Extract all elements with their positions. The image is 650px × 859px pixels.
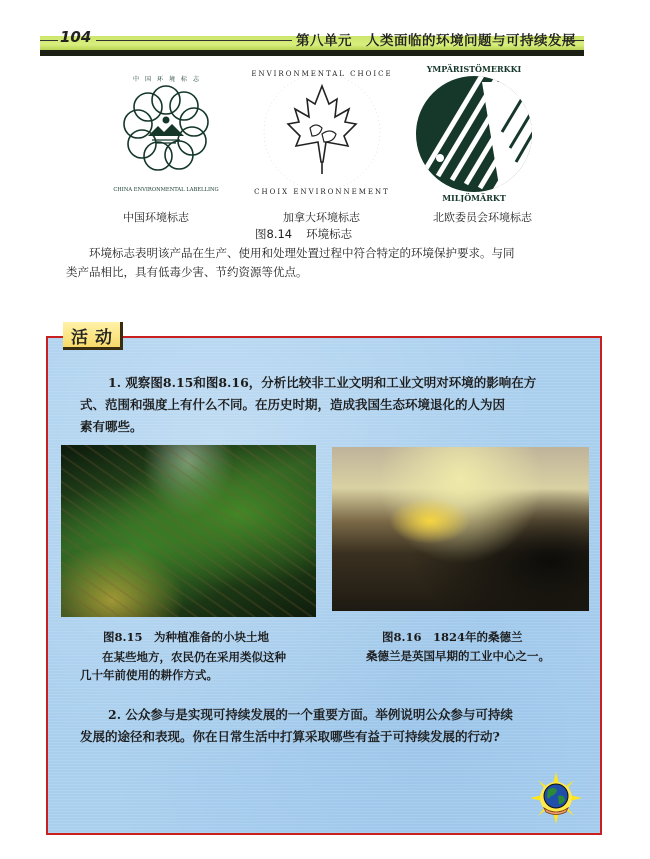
figure-8-15-photo-farmland (61, 445, 316, 617)
figure-number: 图8.14 (255, 227, 293, 241)
china-environmental-label-logo (96, 62, 236, 202)
header-rule (40, 40, 58, 41)
question-line: 发展的途径和表现。你在日常生活中打算采取哪些有益于可持续发展的行动? (80, 729, 500, 744)
nordic-swan-label-logo (404, 62, 544, 202)
figure-8-16-painting-sunderland (332, 447, 589, 611)
logo-caption-china: 中国环境标志 (123, 211, 189, 224)
header-bar-shadow (40, 50, 584, 56)
globe-in-hand-icon (530, 772, 582, 824)
swan-stripes-icon (404, 62, 544, 202)
question-line: 素有哪些。 (80, 419, 143, 434)
environmental-label-paragraph (66, 244, 586, 282)
ten-rings-icon (96, 62, 236, 202)
figure-8-16-description: 桑德兰是英国早期的工业中心之一。 (366, 649, 550, 663)
paragraph-line: 环境标志表明该产品在生产、使用和处理处置过程中符合特定的环境保护要求。与同 (66, 246, 515, 260)
description-line: 在某些地方，农民仍在采用类似这种 (102, 650, 286, 664)
question-line: 1. 观察图8.15和图8.16，分析比较非工业文明和工业文明对环境的影响在方 (108, 375, 537, 390)
question-line: 2. 公众参与是实现可持续发展的一个重要方面。举例说明公众参与可持续 (108, 707, 513, 722)
canada-environmental-label-logo (252, 62, 392, 202)
svg-text:ENVIRONMENTAL CHOICE: ENVIRONMENTAL CHOICE (252, 70, 392, 78)
question-line: 式、范围和强度上有什么不同。在历史时期，造成我国生态环境退化的人为因 (80, 397, 506, 412)
figure-8-15-description (80, 648, 330, 684)
paragraph-line: 类产品相比，具有低毒少害、节约资源等优点。 (66, 265, 308, 279)
question-1 (80, 372, 585, 438)
svg-text:YMPÄRISTÖMERKKI: YMPÄRISTÖMERKKI (426, 64, 522, 74)
figure-8-16-title: 图8.16 1824年的桑德兰 (382, 630, 523, 644)
svg-text:CHINA ENVIRONMENTAL LABELLING: CHINA ENVIRONMENTAL LABELLING (113, 187, 219, 193)
figure-title: 环境标志 (306, 227, 353, 241)
header-rule (96, 40, 292, 41)
logo-caption-nordic: 北欧委员会环境标志 (433, 211, 532, 224)
logo-caption-canada: 加拿大环境标志 (283, 211, 360, 224)
figure-8-15-title: 图8.15 为种植准备的小块土地 (103, 630, 270, 644)
svg-text:CHOIX ENVIRONNEMENT: CHOIX ENVIRONNEMENT (254, 188, 390, 196)
page-number: 104 (60, 28, 92, 46)
chapter-title: 第八单元 人类面临的环境问题与可持续发展 (296, 33, 576, 49)
maple-leaf-doves-icon (252, 62, 392, 202)
question-2 (80, 704, 585, 748)
svg-text:MILJÖMÄRKT: MILJÖMÄRKT (442, 193, 506, 202)
svg-text:中 国 环 境 标 志: 中 国 环 境 标 志 (132, 76, 200, 83)
description-line: 几十年前使用的耕作方式。 (80, 668, 218, 682)
activity-label: 活动 (71, 328, 119, 348)
figure-8-14-caption (255, 226, 366, 242)
